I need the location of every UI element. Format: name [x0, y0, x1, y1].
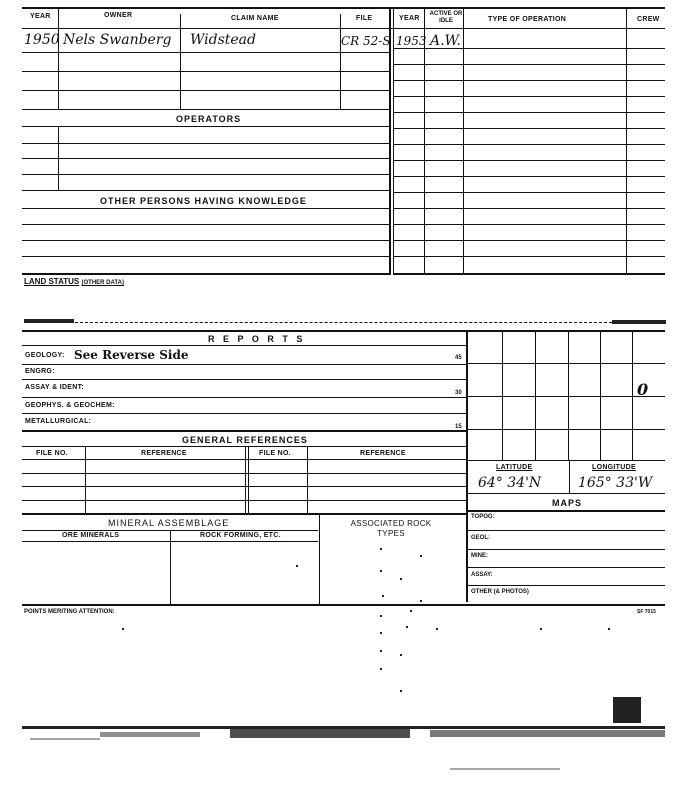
entry-claim-name: Widstead [190, 32, 256, 48]
header-year-2: YEAR [399, 15, 420, 22]
ref-reference-1: REFERENCE [141, 450, 187, 457]
maps-mine: MINE: [471, 553, 488, 559]
maps-other: OTHER (& PHOTOS) [471, 589, 529, 595]
maps-title: MAPS [552, 498, 583, 508]
entry-year-2: 1953 [396, 34, 427, 48]
header-file: FILE [356, 15, 373, 22]
ref-file-no-2: FILE NO. [259, 450, 291, 457]
assay-ident-label: ASSAY & IDENT: [25, 384, 85, 391]
entry-owner: Nels Swanberg [63, 32, 172, 48]
operators-label: OPERATORS [176, 114, 242, 124]
ore-minerals-label: ORE MINERALS [62, 532, 120, 539]
header-active-or-idle: ACTIVE OR IDLE [429, 11, 463, 24]
associated-rock-types-label: ASSOCIATED ROCK TYPES [350, 519, 432, 538]
header-type-of-operation: TYPE OF OPERATION [488, 16, 567, 23]
maps-topog: TOPOG: [471, 514, 495, 520]
longitude-value: 165° 33'W [578, 475, 653, 491]
ref-file-no-1: FILE NO. [36, 450, 68, 457]
grid-mark: 0 [637, 380, 649, 399]
header-claim-name: CLAIM NAME [231, 15, 279, 22]
geology-value: See Reverse Side [74, 348, 189, 362]
land-status-label: LAND STATUS (OTHER DATA) [24, 277, 124, 286]
engrg-label: ENGRG: [25, 368, 55, 375]
general-references-title: GENERAL REFERENCES [182, 435, 308, 445]
rock-forming-label: ROCK FORMING, ETC. [200, 532, 281, 539]
other-persons-label: OTHER PERSONS HAVING KNOWLEDGE [100, 196, 307, 206]
entry-file: CR 52-S [341, 34, 391, 48]
ref-reference-2: REFERENCE [360, 450, 406, 457]
entry-active: A.W. [430, 33, 461, 49]
maps-geol: GEOL: [471, 535, 490, 541]
geology-label: GEOLOGY: [25, 352, 65, 359]
entry-year: 1950 [24, 32, 60, 48]
header-crew: CREW [637, 16, 660, 23]
metallurgical-label: METALLURGICAL: [25, 418, 92, 425]
header-owner: OWNER [104, 12, 133, 19]
mineral-assemblage-title: MINERAL ASSEMBLAGE [108, 518, 230, 528]
latitude-label: LATITUDE [496, 464, 533, 471]
longitude-label: LONGITUDE [592, 464, 636, 471]
header-year: YEAR [30, 13, 51, 20]
geophys-label: GEOPHYS. & GEOCHEM: [25, 402, 115, 409]
form-number: SF 7015 [637, 609, 656, 615]
reports-title: R E P O R T S [208, 334, 306, 344]
metallurgical-num: 15 [455, 424, 462, 430]
maps-assay: ASSAY: [471, 572, 493, 578]
assay-num: 30 [455, 390, 462, 396]
geology-num: 45 [455, 355, 462, 361]
latitude-value: 64° 34'N [478, 475, 542, 491]
points-meriting-attention-label: POINTS MERITING ATTENTION: [24, 609, 115, 615]
